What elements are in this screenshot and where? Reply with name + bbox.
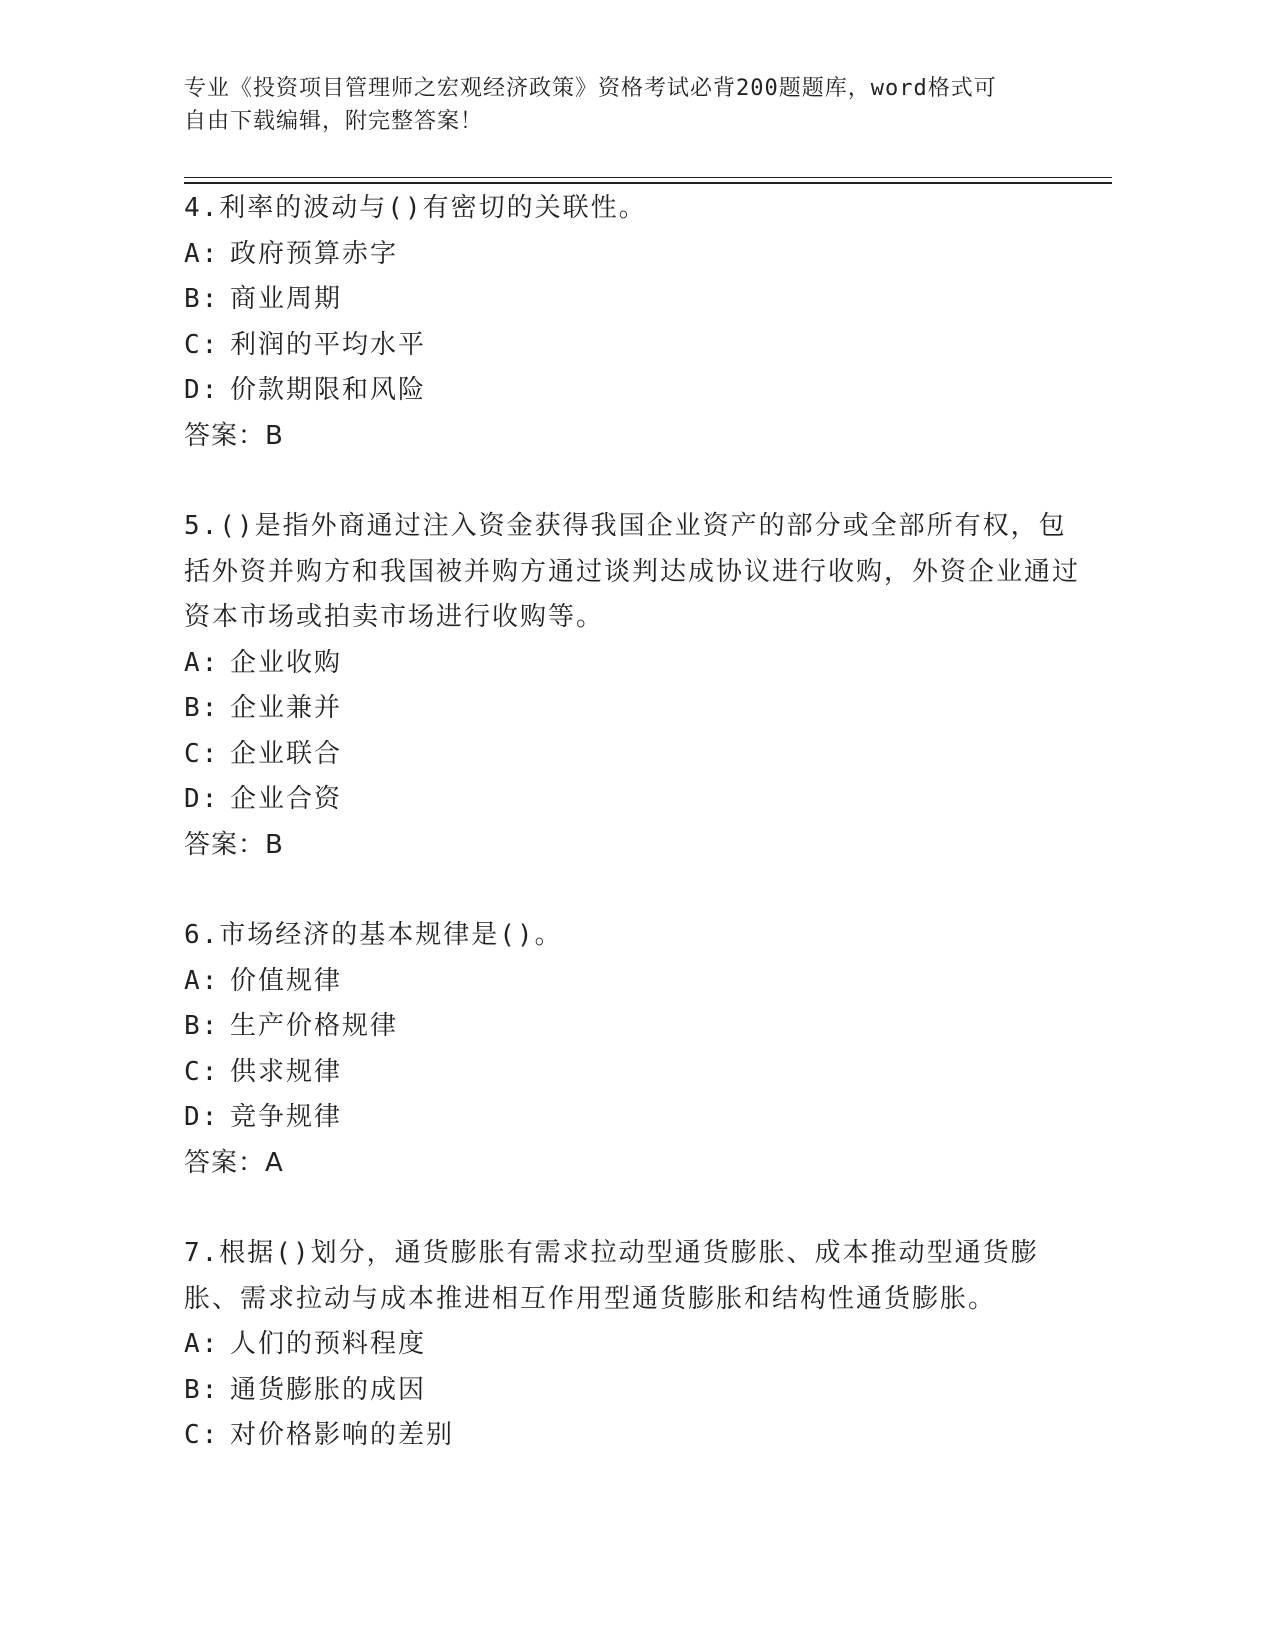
option-key: D: — [184, 375, 220, 405]
option-text: 企业合资 — [230, 784, 343, 814]
option-text: 对价格影响的差别 — [230, 1420, 455, 1450]
option-key: B: — [184, 1374, 220, 1405]
header-divider-thin — [184, 177, 1112, 178]
header-divider-thick — [184, 182, 1112, 184]
option-d — [184, 1095, 1084, 1141]
option-c — [184, 1050, 1084, 1096]
header-line-1: 专业《投资项目管理师之宏观经济政策》资格考试必背200题题库，word格式可 — [184, 76, 997, 101]
question-5 — [184, 504, 1084, 868]
option-c — [184, 732, 1084, 778]
option-text: 企业兼并 — [230, 693, 343, 723]
option-a — [184, 641, 1084, 687]
option-a — [184, 959, 1084, 1005]
option-key: A: — [184, 1329, 220, 1359]
question-7 — [184, 1231, 1084, 1459]
option-key: D: — [184, 784, 220, 814]
option-text: 生产价格规律 — [230, 1011, 399, 1041]
option-c — [184, 323, 1084, 369]
option-a — [184, 1322, 1084, 1368]
option-text: 企业联合 — [230, 738, 343, 769]
question-6 — [184, 913, 1084, 1186]
option-key: A: — [184, 965, 220, 996]
option-a — [184, 232, 1084, 278]
answer-line: 答案：B — [184, 420, 284, 451]
question-stem: 5.()是指外商通过注入资金获得我国企业资产的部分或全部所有权，包括外资并购方和我国被并购方通过谈判达成协议进行收购，外资企业通过资本市场或拍卖市场进行收购等。 — [184, 511, 1081, 632]
option-text: 利润的平均水平 — [230, 329, 427, 360]
question-list — [184, 186, 1084, 1504]
option-b — [184, 277, 1084, 323]
option-key: A: — [184, 647, 220, 678]
answer-line: 答案：B — [184, 829, 284, 860]
document-header — [184, 72, 1084, 138]
option-text: 供求规律 — [230, 1056, 343, 1087]
answer-line: 答案：A — [184, 1147, 284, 1178]
option-key: B: — [184, 1011, 220, 1041]
option-d — [184, 777, 1084, 823]
option-d — [184, 368, 1084, 414]
option-key: B: — [184, 693, 220, 723]
option-key: D: — [184, 1102, 220, 1132]
option-key: B: — [184, 284, 220, 314]
option-c — [184, 1413, 1084, 1459]
question-stem: 4.利率的波动与()有密切的关联性。 — [184, 193, 647, 223]
option-key: C: — [184, 738, 220, 769]
option-text: 人们的预料程度 — [230, 1329, 427, 1359]
option-key: C: — [184, 1420, 220, 1450]
option-text: 竞争规律 — [230, 1102, 343, 1132]
option-b — [184, 1368, 1084, 1414]
question-stem: 6.市场经济的基本规律是()。 — [184, 920, 563, 950]
option-text: 价款期限和风险 — [230, 375, 427, 405]
option-text: 价值规律 — [230, 965, 343, 996]
header-line-2: 自由下载编辑，附完整答案！ — [184, 109, 484, 134]
option-text: 商业周期 — [230, 284, 343, 314]
option-key: C: — [184, 1056, 220, 1087]
question-4 — [184, 186, 1084, 459]
question-stem: 7.根据()划分，通货膨胀有需求拉动型通货膨胀、成本推动型通货膨胀、需求拉动与成本推进相互作用型通货膨胀和结构性通货膨胀。 — [184, 1238, 1039, 1314]
option-key: C: — [184, 329, 220, 360]
option-b — [184, 1004, 1084, 1050]
option-key: A: — [184, 238, 220, 269]
option-text: 通货膨胀的成因 — [230, 1374, 427, 1405]
option-text: 政府预算赤字 — [230, 238, 399, 269]
option-b — [184, 686, 1084, 732]
option-text: 企业收购 — [230, 647, 343, 678]
